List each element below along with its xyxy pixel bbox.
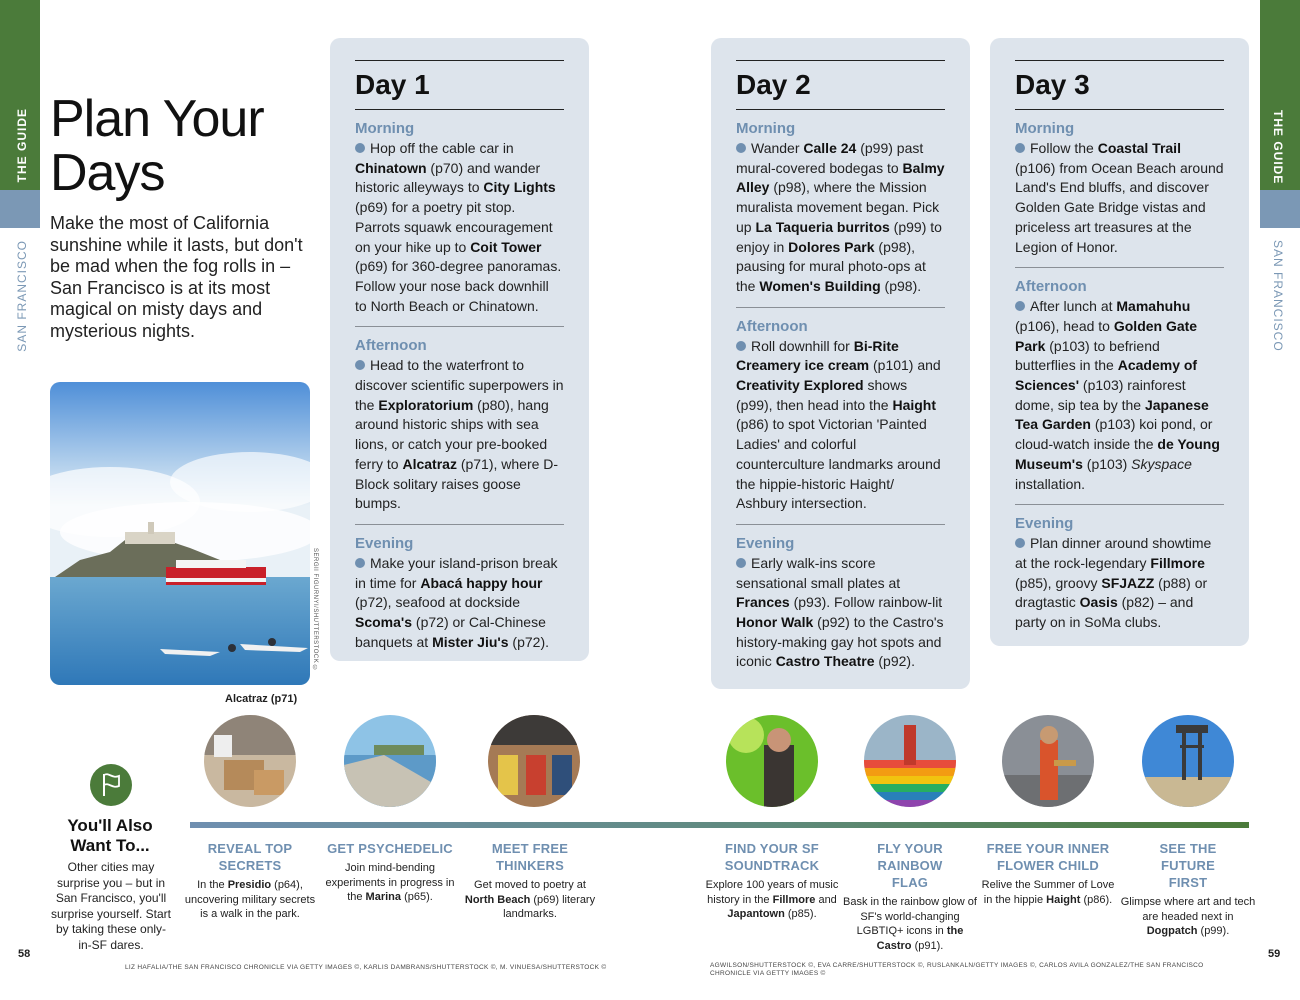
- bullet-icon: [1015, 301, 1025, 311]
- day-title: Day 1: [355, 61, 564, 110]
- the-guide-label-right: THE GUIDE: [1271, 110, 1285, 185]
- morning-text: Hop off the cable car in Chinatown (p70) and wander historic alleyways to City Lights (p69) for a poetry pit stop. Parrots squawk encouragement on your hike up to Coit Tower (p69) for 360-degree panoramas. Follow your nose back downhill to North Beach or Chinatown.: [355, 140, 562, 314]
- day-2-card: [711, 38, 970, 689]
- timeline-text: Get moved to poetry at North Beach (p69) literary landmarks.: [464, 879, 596, 920]
- afternoon-text: Head to the waterfront to discover scientific superpowers in the Exploratorium (p80), hang around historic ships with sea lions, or catch your pre-booked ferry to Alcatraz (p71), where D-Block solitary raises goose bumps.: [355, 357, 564, 512]
- photo-caption: Alcatraz (p71): [225, 693, 298, 705]
- day-title: Day 2: [736, 61, 945, 110]
- page-title: [50, 92, 264, 200]
- timeline-heading: FIND YOUR SF SOUNDTRACK: [724, 841, 820, 873]
- bullet-icon: [355, 558, 365, 568]
- timeline-text: Join mind-bending experiments in progress in the Marina (p65).: [325, 862, 455, 903]
- timeline-item-thinkers: [460, 840, 600, 922]
- day-3-card: [990, 38, 1249, 646]
- page-number-left: 58: [18, 948, 31, 960]
- timeline-item-soundtrack: [702, 840, 842, 922]
- also-text: Other cities may surprise you – but in San Francisco, you'll surprise yourself. Start by taking these only-in-SF dares.: [50, 860, 172, 952]
- timeline-text: Bask in the rainbow glow of SF's world-changing LGBTIQ+ icons in the Castro (p91).: [843, 896, 977, 952]
- afternoon-text: Roll downhill for Bi-Rite Creamery ice cream (p101) and Creativity Explored shows (p99), then head into the Haight (p86) to spot Victorian 'Painted Ladies' and colorful counterculture landmarks around the hippie-historic Haight/ Ashbury intersection.: [736, 337, 941, 512]
- evening-label: Evening: [1015, 515, 1074, 533]
- day-title: Day 3: [1015, 61, 1224, 110]
- side-tab-blue-left: [0, 190, 40, 228]
- morning-text: Wander Calle 24 (p99) past mural-covered bodegas to Balmy Alley (p98), where the Mission muralista movement began. Pick up La Taqueria burritos (p99) to enjoy in Dolores Park (p98), pausing for mural photo-ops at the Women's Building (p98).: [736, 140, 945, 294]
- evening-text: Early walk-ins score sensational small plates at Frances (p93). Follow rainbow-lit Honor Walk (p92) to the Castro's history-making gay hot spots and iconic Castro Theatre (p92).: [736, 554, 944, 670]
- afternoon-label: Afternoon: [736, 317, 808, 335]
- title-line-2: Days: [50, 144, 165, 202]
- timeline-item-future: [1118, 840, 1258, 939]
- timeline-heading: REVEAL TOP SECRETS: [207, 841, 293, 873]
- bullet-icon: [355, 143, 365, 153]
- title-line-1: Plan Your: [50, 90, 264, 148]
- afternoon-label: Afternoon: [355, 337, 427, 355]
- day-1-card: [330, 38, 589, 661]
- psychedelic-photo: [344, 715, 436, 807]
- bullet-icon: [355, 360, 365, 370]
- flag-icon: [90, 764, 132, 806]
- timeline-bar: [190, 822, 1249, 828]
- timeline-heading: FREE YOUR INNER FLOWER CHILD: [986, 841, 1110, 873]
- timeline-text: Relive the Summer of Love in the hippie Haight (p86).: [981, 879, 1115, 906]
- alcatraz-photo: [50, 382, 310, 685]
- bullet-icon: [736, 558, 746, 568]
- timeline-heading: GET PSYCHEDELIC: [327, 841, 453, 856]
- morning-label: Morning: [736, 120, 796, 137]
- bullet-icon: [1015, 143, 1025, 153]
- intro-text: Make the most of California sunshine while it lasts, but don't be mad when the fog rolls in – San Francisco is at its most magical on misty days and mysterious nights.: [50, 213, 303, 341]
- timeline-heading: FLY YOUR RAINBOW FLAG: [877, 841, 943, 890]
- side-tab-blue-right: [1260, 190, 1300, 228]
- region-label-right: SAN FRANCISCO: [1271, 240, 1285, 352]
- timeline-item-psychedelic: [320, 840, 460, 905]
- rainbow-flag-photo: [864, 715, 956, 807]
- evening-label: Evening: [355, 534, 414, 552]
- secrets-photo: [204, 715, 296, 807]
- timeline-text: In the Presidio (p64), uncovering military secrets is a walk in the park.: [184, 879, 316, 920]
- timeline-item-secrets: [180, 840, 320, 922]
- morning-label: Morning: [355, 120, 415, 137]
- flower-child-photo: [1002, 715, 1094, 807]
- bullet-icon: [1015, 538, 1025, 548]
- afternoon-text: After lunch at Mamahuhu (p106), head to Golden Gate Park (p103) to befriend butterflies in the Academy of Sciences' (p103) rainforest dome, sip tea by the Japanese Tea Garden (p103) koi pond, or cloud-watch inside the de Young Museum's (p103) Skyspace installation.: [1015, 298, 1220, 492]
- bookstore-photo: [488, 715, 580, 807]
- timeline-heading: SEE THE FUTURE FIRST: [1159, 841, 1217, 890]
- timeline-heading: MEET FREE THINKERS: [491, 841, 569, 873]
- morning-label: Morning: [1015, 120, 1075, 137]
- page-number-right: 59: [1268, 948, 1281, 960]
- bullet-icon: [736, 143, 746, 153]
- photo-credits-left: LIZ HAFALIA/THE SAN FRANCISCO CHRONICLE VIA GETTY IMAGES ©, KARLIS DAMBRANS/SHUTTERSTOCK ©, M. VINUESA/SHUTTERSTOCK ©: [125, 964, 607, 971]
- also-title: You'll Also Want To...: [67, 816, 153, 855]
- future-photo: [1142, 715, 1234, 807]
- timeline-item-flower-child: [978, 840, 1118, 907]
- photo-credits-right: AGWILSON/SHUTTERSTOCK ©, EVA CARRE/SHUTTERSTOCK ©, RUSLANKALN/GETTY IMAGES ©, CARLOS AVILA GONZALEZ/THE SAN FRANCISCO CHRONICLE VIA GETTY IMAGES ©: [710, 962, 1204, 977]
- timeline-item-rainbow: [840, 840, 980, 953]
- photo-credit: SERGII FIGURNYI/SHUTTERSTOCK ©: [312, 548, 318, 672]
- region-label-left: SAN FRANCISCO: [15, 240, 29, 352]
- evening-label: Evening: [736, 534, 795, 552]
- the-guide-label-left: THE GUIDE: [15, 108, 29, 183]
- soundtrack-photo: [726, 715, 818, 807]
- evening-text: Plan dinner around showtime at the rock-legendary Fillmore (p85), groovy SFJAZZ (p88) or dragtastic Oasis (p82) – and party on in SoMa clubs.: [1015, 535, 1212, 631]
- bullet-icon: [736, 341, 746, 351]
- morning-text: Follow the Coastal Trail (p106) from Ocean Beach around Land's End bluffs, and discover Golden Gate Bridge vistas and priceless art treasures at the Legion of Honor.: [1015, 140, 1224, 255]
- timeline-text: Glimpse where art and tech are headed next in Dogpatch (p99).: [1120, 896, 1256, 937]
- afternoon-label: Afternoon: [1015, 278, 1087, 296]
- evening-text: Make your island-prison break in time for Abacá happy hour (p72), seafood at dockside Scoma's (p72) or Cal-Chinese banquets at Mister Jiu's (p72).: [355, 554, 558, 650]
- timeline-text: Explore 100 years of music history in the Fillmore and Japantown (p85).: [705, 879, 839, 920]
